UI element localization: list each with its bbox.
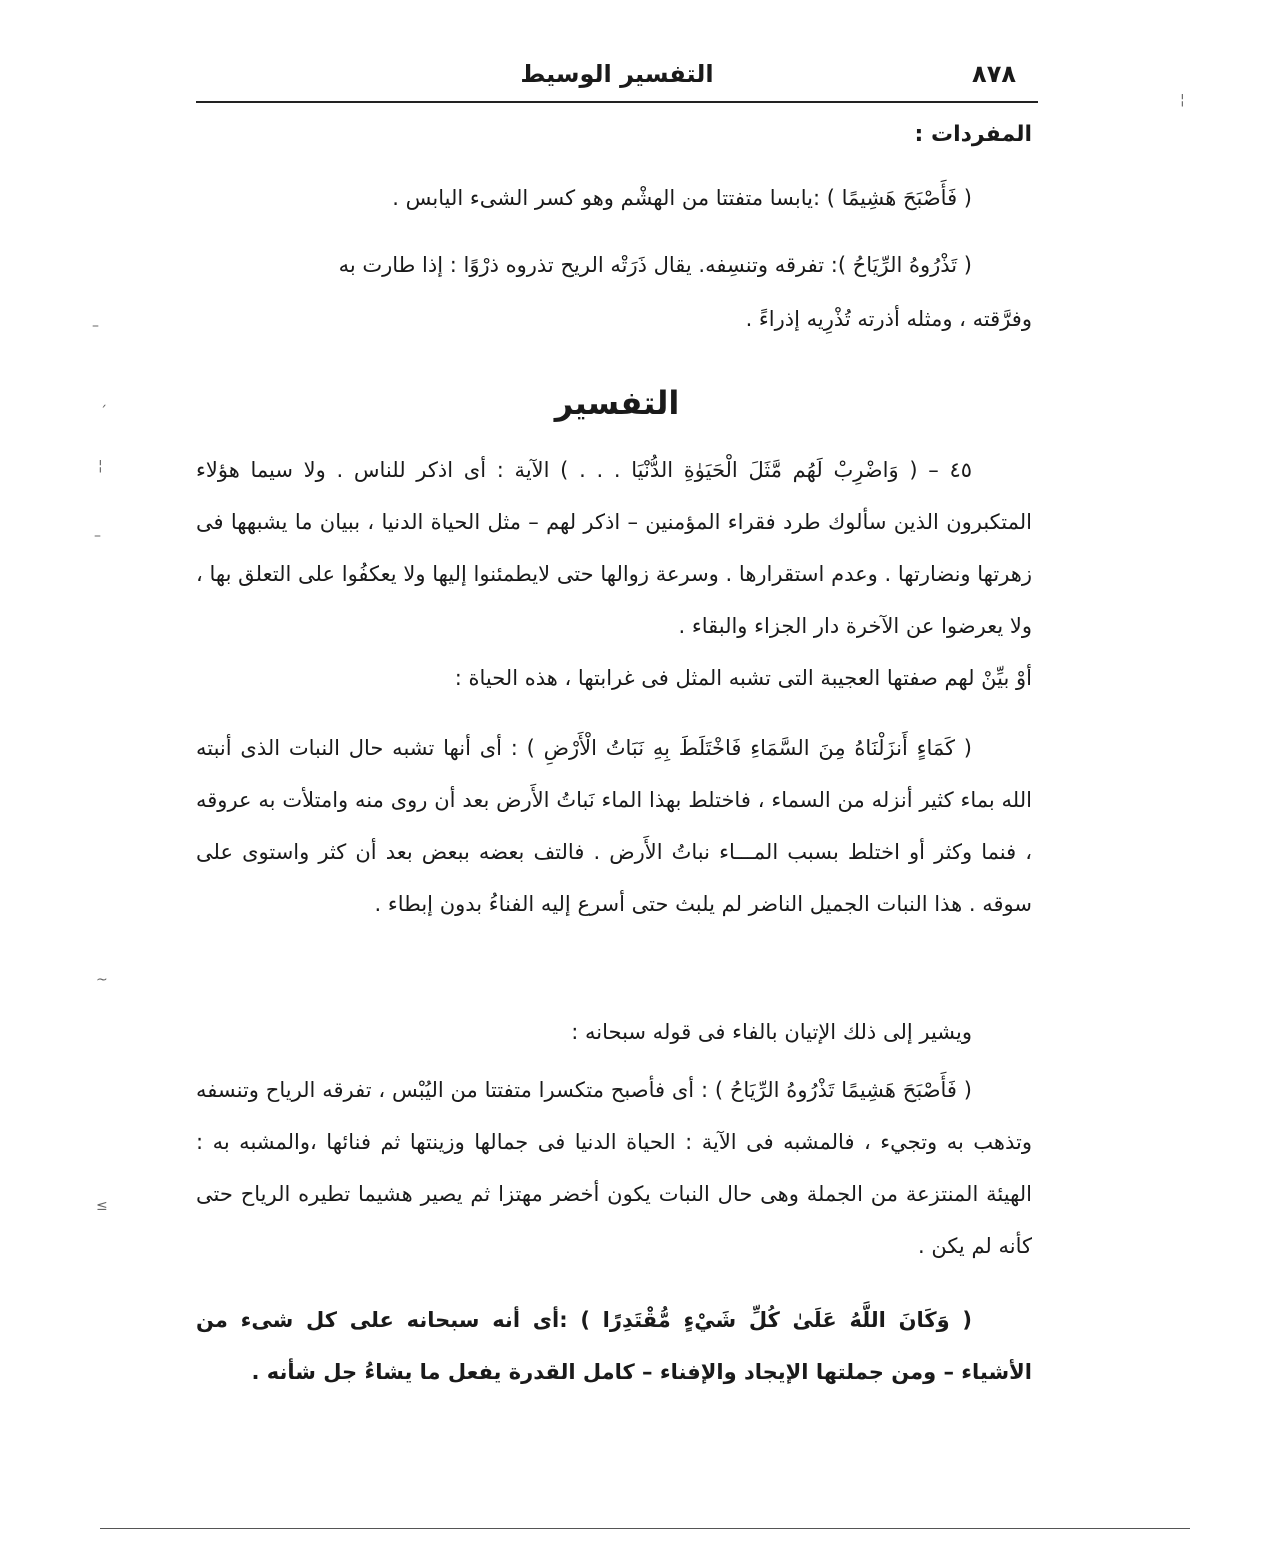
scan-speck: ˏ: [100, 392, 107, 408]
paragraph: [196, 1006, 1032, 1058]
scan-edge-line: [100, 1528, 1190, 1529]
vocabulary-label: المفردات :: [914, 122, 1032, 147]
vocabulary-entry-line: ( تَذْرُوهُ الرِّيَاحُ ): تفرقه وتنسِفه. يقال ذَرَتْه الريح تذروه ذرْوًا : إذا طارت به: [338, 253, 972, 277]
page-number: ٨٧٨: [972, 60, 1016, 88]
vocabulary-entry-line: وفرَّقته ، ومثله أذرته تُذْرِيه إذراءً .: [745, 307, 1032, 331]
header-rule: [196, 101, 1038, 103]
scan-speck: ¦: [98, 458, 103, 474]
section-heading: التفسير: [554, 384, 680, 422]
vocabulary-entry-2: [196, 238, 1032, 346]
scan-speck: ≤: [96, 1198, 108, 1214]
paragraph: [196, 444, 1032, 652]
paragraph-text: ٤٥ – ( وَاضْرِبْ لَهُم مَّثَلَ الْحَيَوٰةِ الدُّنْيَا . . . ) الآية : أى اذكر للناس . ولا سيما هؤلاء المتكبرون الذين سألوك طرد فقراء المؤمنين – اذكر لهم – مثل الحياة الدنيا ، ببيان ما يشبهها فى زهرتها ونضارتها . وعدم استقرارها . وسرعة زوالها حتى لايطمئنوا إليها ولا يعكفُوا على التعلق بها ، ولا يعرضوا عن الآخرة دار الجزاء والبقاء .: [196, 458, 1032, 638]
commentary-block-45: [196, 444, 1032, 704]
scan-speck: ~: [96, 972, 108, 988]
paragraph-text: ( كَمَاءٍ أَنزَلْنَاهُ مِنَ السَّمَاءِ فَاخْتَلَطَ بِهِ نَبَاتُ الْأَرْضِ ) : أى أنها تشبه حال النبات الذى أنبته الله بماء كثير أنزله من السماء ، فاختلط بهذا الماء نَباتُ الأَرض بعد أن روى منه وامتلأت به عروقه ، فنما وكثر أو اختلط بسبب المـــاء نباتُ الأَرض . فالتف بعضه ببعض بعد أن كثر واستوى على سوقه . هذا النبات الجميل الناضر لم يلبث حتى أسرع إليه الفناءُ بدون إبطاء .: [196, 736, 1032, 916]
paragraph: [196, 1294, 1032, 1398]
paragraph-text: ويشير إلى ذلك الإتيان بالفاء فى قوله سبحانه :: [571, 1020, 972, 1044]
vocabulary-entry: ( فَأَصْبَحَ هَشِيمًا ) :يابسا متفتتا من الهشْم وهو كسر الشىء اليابس .: [392, 186, 972, 210]
scan-speck: –: [92, 318, 99, 334]
paragraph: [196, 652, 1032, 704]
scan-speck: ¦: [1180, 92, 1185, 108]
scan-speck: –: [94, 528, 101, 544]
paragraph-text: أوْ بيِّنْ لهم صفتها العجيبة التى تشبه المثل فى غرابتها ، هذه الحياة :: [454, 666, 1032, 690]
paragraph-text: ( فَأَصْبَحَ هَشِيمًا تَذْرُوهُ الرِّيَاحُ ) : أى فأصبح متكسرا متفتتا من اليُبْس ، تفرقه الرياح وتنسفه وتذهب به وتجيء ، فالمشبه فى الآية : الحياة الدنيا فى جمالها وزينتها ثم فنائها ،والمشبه به : الهيئة المنتزعة من الجملة وهى حال النبات يكون أخضر مهتزا ثم يصير هشيما تطيره الرياح حتى كأنه لم يكن .: [196, 1078, 1032, 1258]
page-header: [196, 58, 1038, 98]
paragraph: [196, 722, 1032, 930]
running-title: التفسير الوسيط: [520, 60, 714, 88]
paragraph-text: ( وَكَانَ اللَّهُ عَلَىٰ كُلِّ شَيْءٍ مُّقْتَدِرًا ) :أى أنه سبحانه على كل شىء من الأشياء – ومن جملتها الإيجاد والإفناء – كامل القدرة يفعل ما يشاءُ جل شأنه .: [196, 1308, 1032, 1384]
paragraph: [196, 1064, 1032, 1272]
